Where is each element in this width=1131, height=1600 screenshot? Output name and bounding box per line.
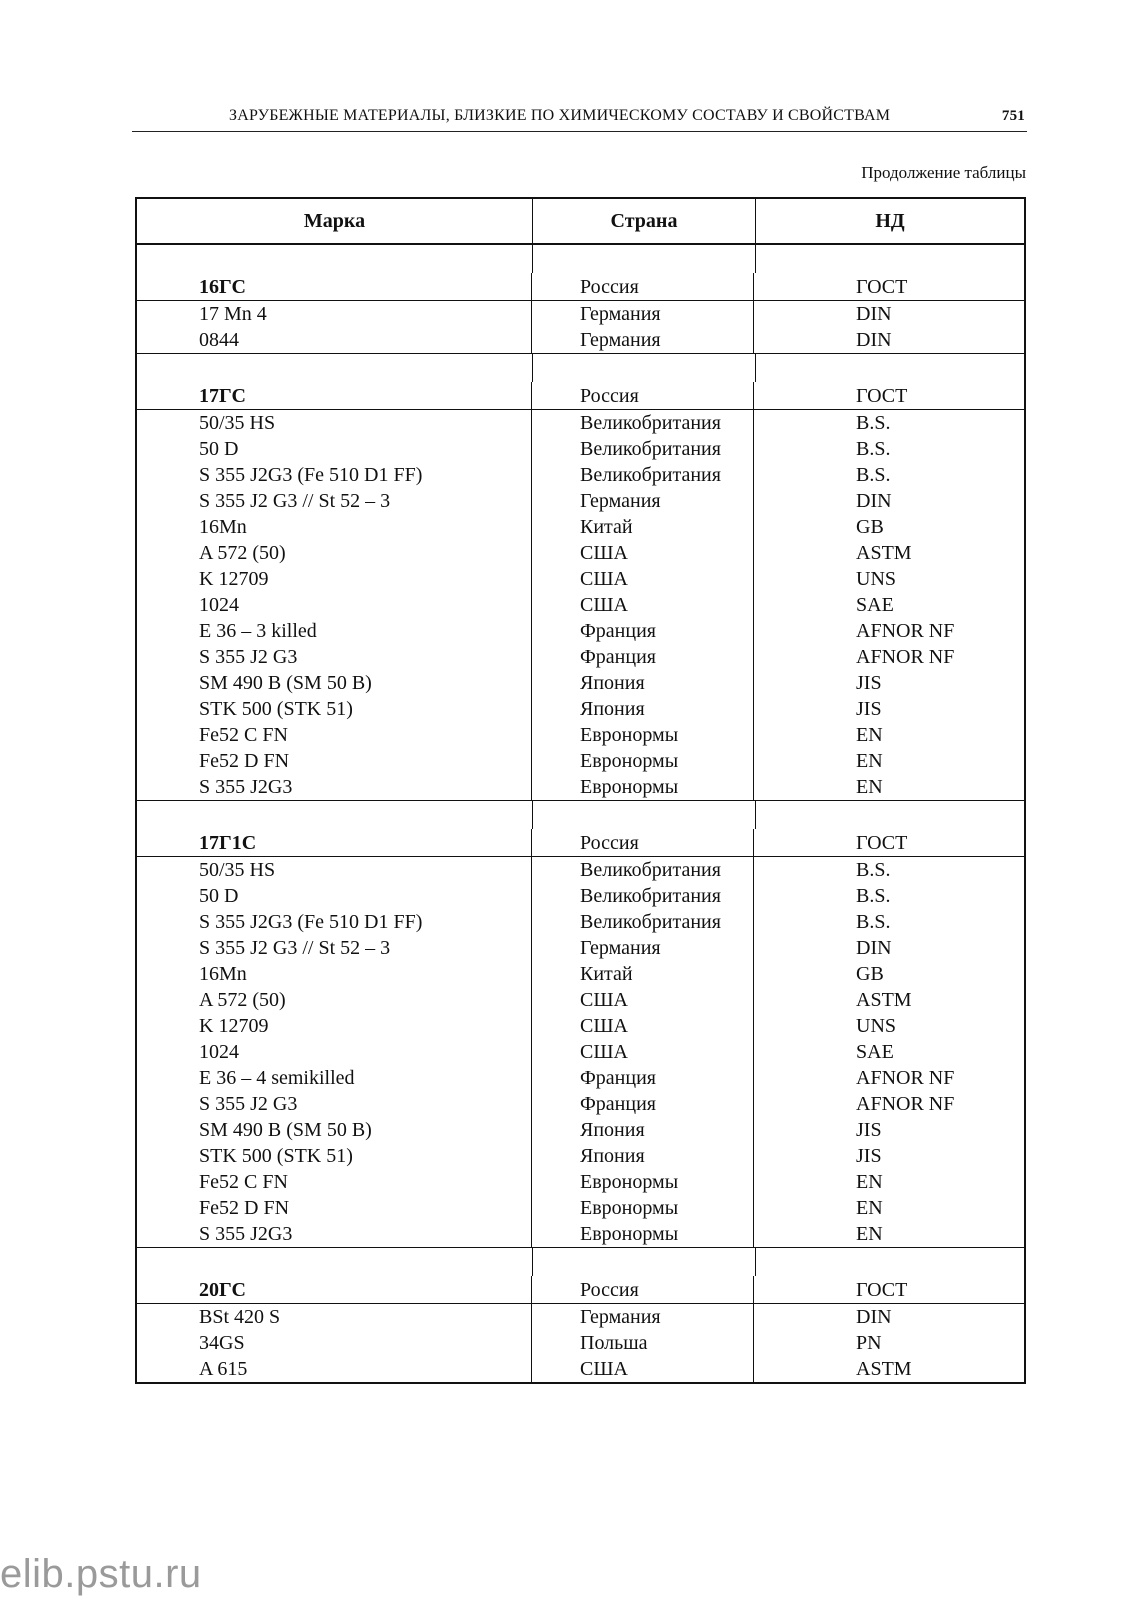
table-row (137, 1221, 1024, 1247)
column-header-standard: НД (875, 209, 905, 232)
cell-grade: A 572 (50) (137, 987, 532, 1013)
cell-standard: GB (856, 516, 884, 538)
cell-country: Евронормы (532, 774, 754, 800)
cell-grade: A 572 (50) (137, 540, 532, 566)
cell-standard: JIS (856, 1119, 882, 1141)
table-row (137, 1195, 1024, 1221)
cell-country: Япония (532, 670, 754, 696)
cell-standard: JIS (856, 672, 882, 694)
table-row (137, 327, 1024, 353)
cell-grade: 17ГС (137, 382, 532, 409)
table-body (137, 245, 1024, 1382)
cell-country: США (532, 566, 754, 592)
table-row (137, 644, 1024, 670)
cell-grade: SM 490 B (SM 50 B) (137, 670, 532, 696)
cell-standard: ГОСТ (856, 1279, 908, 1301)
cell-standard: JIS (856, 698, 882, 720)
table-row (137, 670, 1024, 696)
table-row (137, 774, 1024, 800)
cell-grade: 50 D (137, 883, 532, 909)
cell-standard: AFNOR NF (856, 646, 955, 668)
table-row (137, 961, 1024, 987)
cell-grade: S 355 J2G3 (Fe 510 D1 FF) (137, 909, 532, 935)
cell-grade: 1024 (137, 592, 532, 618)
table-row (137, 696, 1024, 722)
cell-grade: 50 D (137, 436, 532, 462)
cell-standard: ASTM (856, 542, 912, 564)
cell-grade: 16Mn (137, 514, 532, 540)
cell-standard: B.S. (856, 859, 891, 881)
group-rows (137, 1304, 1024, 1382)
cell-country: Великобритания (532, 410, 754, 436)
table-row (137, 883, 1024, 909)
cell-standard: UNS (856, 568, 897, 590)
cell-country: Франция (532, 644, 754, 670)
table-row (137, 748, 1024, 774)
table-row (137, 618, 1024, 644)
table-row (137, 1304, 1024, 1330)
table-row (137, 1356, 1024, 1382)
cell-standard: EN (856, 776, 883, 798)
cell-country: Евронормы (532, 1195, 754, 1221)
group-rows (137, 301, 1024, 354)
table-group (137, 354, 1024, 801)
cell-country: Германия (532, 301, 754, 327)
cell-standard: ГОСТ (856, 385, 908, 407)
table-row (137, 592, 1024, 618)
cell-country: Польша (532, 1330, 754, 1356)
group-spacer (137, 801, 1024, 829)
cell-grade: 17 Mn 4 (137, 301, 532, 327)
cell-grade: S 355 J2 G3 (137, 644, 532, 670)
cell-country: Великобритания (532, 883, 754, 909)
table-row (137, 1013, 1024, 1039)
cell-grade: Fe52 D FN (137, 748, 532, 774)
cell-grade: E 36 – 4 semikilled (137, 1065, 532, 1091)
cell-standard: DIN (856, 937, 892, 959)
table-row (137, 1039, 1024, 1065)
cell-country: Япония (532, 1143, 754, 1169)
cell-country: США (532, 1013, 754, 1039)
cell-country: Россия (532, 1276, 754, 1303)
group-spacer (137, 1248, 1024, 1276)
table-row (137, 410, 1024, 436)
cell-country: Россия (532, 382, 754, 409)
cell-country: Евронормы (532, 722, 754, 748)
column-header-grade: Марка (137, 199, 533, 243)
cell-standard: AFNOR NF (856, 620, 955, 642)
table-row (137, 1117, 1024, 1143)
table-row (137, 566, 1024, 592)
cell-grade: STK 500 (STK 51) (137, 1143, 532, 1169)
cell-grade: E 36 – 3 killed (137, 618, 532, 644)
cell-country: Евронормы (532, 1221, 754, 1247)
cell-country: Япония (532, 696, 754, 722)
cell-country: Великобритания (532, 857, 754, 883)
cell-country: Россия (532, 273, 754, 300)
cell-country: США (532, 540, 754, 566)
group-head-row (137, 1276, 1024, 1304)
cell-standard: DIN (856, 1306, 892, 1328)
cell-standard: PN (856, 1332, 882, 1354)
column-header-country: Страна (533, 199, 756, 243)
cell-country: Франция (532, 1065, 754, 1091)
cell-standard: ASTM (856, 989, 912, 1011)
cell-standard: B.S. (856, 464, 891, 486)
table-row (137, 1065, 1024, 1091)
cell-grade: 34GS (137, 1330, 532, 1356)
table-row (137, 540, 1024, 566)
watermark: elib.pstu.ru (0, 1552, 202, 1596)
cell-country: Китай (532, 961, 754, 987)
cell-country: США (532, 592, 754, 618)
cell-grade: 16Mn (137, 961, 532, 987)
table-row (137, 909, 1024, 935)
table-row (137, 722, 1024, 748)
cell-grade: 16ГС (137, 273, 532, 300)
table-row (137, 462, 1024, 488)
table-row (137, 1169, 1024, 1195)
cell-country: США (532, 1039, 754, 1065)
cell-country: США (532, 987, 754, 1013)
table-row (137, 857, 1024, 883)
table-group (137, 801, 1024, 1248)
cell-grade: S 355 J2G3 (137, 774, 532, 800)
cell-standard: SAE (856, 594, 894, 616)
cell-standard: AFNOR NF (856, 1067, 955, 1089)
cell-grade: 1024 (137, 1039, 532, 1065)
table-row (137, 935, 1024, 961)
table-row (137, 1143, 1024, 1169)
cell-grade: 0844 (137, 327, 532, 353)
cell-country: Франция (532, 618, 754, 644)
cell-country: Великобритания (532, 909, 754, 935)
cell-grade: K 12709 (137, 566, 532, 592)
cell-country: США (532, 1356, 754, 1382)
cell-standard: UNS (856, 1015, 897, 1037)
cell-country: Россия (532, 829, 754, 856)
cell-standard: SAE (856, 1041, 894, 1063)
cell-country: Евронормы (532, 748, 754, 774)
cell-standard: EN (856, 724, 883, 746)
group-rows (137, 410, 1024, 801)
table-row (137, 488, 1024, 514)
page-number: 751 (1001, 108, 1025, 124)
cell-standard: EN (856, 750, 883, 772)
group-spacer (137, 354, 1024, 382)
cell-grade: K 12709 (137, 1013, 532, 1039)
cell-standard: DIN (856, 303, 892, 325)
cell-grade: S 355 J2 G3 (137, 1091, 532, 1117)
cell-grade: Fe52 C FN (137, 1169, 532, 1195)
cell-grade: 20ГС (137, 1276, 532, 1303)
cell-standard: B.S. (856, 412, 891, 434)
cell-standard: B.S. (856, 885, 891, 907)
cell-country: Германия (532, 935, 754, 961)
cell-grade: 50/35 HS (137, 410, 532, 436)
table-row (137, 1330, 1024, 1356)
cell-grade: Fe52 D FN (137, 1195, 532, 1221)
cell-country: Евронормы (532, 1169, 754, 1195)
table-group (137, 1248, 1024, 1382)
table-row (137, 987, 1024, 1013)
cell-standard: ГОСТ (856, 832, 908, 854)
cell-standard: EN (856, 1171, 883, 1193)
cell-grade: STK 500 (STK 51) (137, 696, 532, 722)
cell-standard: EN (856, 1223, 883, 1245)
cell-standard: ГОСТ (856, 276, 908, 298)
running-head-title: ЗАРУБЕЖНЫЕ МАТЕРИАЛЫ, БЛИЗКИЕ ПО ХИМИЧЕСКОМУ СОСТАВУ И СВОЙСТВАМ (229, 107, 891, 124)
group-spacer (137, 245, 1024, 273)
cell-grade: 17Г1С (137, 829, 532, 856)
cell-grade: S 355 J2 G3 // St 52 – 3 (137, 488, 532, 514)
cell-grade: S 355 J2G3 (Fe 510 D1 FF) (137, 462, 532, 488)
cell-country: Германия (532, 488, 754, 514)
group-head-row (137, 382, 1024, 410)
table-header-row (137, 199, 1024, 245)
cell-country: Великобритания (532, 462, 754, 488)
cell-standard: B.S. (856, 438, 891, 460)
cell-standard: GB (856, 963, 884, 985)
table-row (137, 301, 1024, 327)
group-rows (137, 857, 1024, 1248)
cell-grade: S 355 J2G3 (137, 1221, 532, 1247)
table-caption: Продолжение таблицы (861, 163, 1026, 182)
group-head-row (137, 829, 1024, 857)
cell-grade: A 615 (137, 1356, 532, 1382)
cell-country: Китай (532, 514, 754, 540)
table-row (137, 436, 1024, 462)
group-head-row (137, 273, 1024, 301)
table-row (137, 514, 1024, 540)
table-row (137, 1091, 1024, 1117)
cell-country: Германия (532, 327, 754, 353)
cell-country: Великобритания (532, 436, 754, 462)
cell-grade: BSt 420 S (137, 1304, 532, 1330)
cell-standard: DIN (856, 490, 892, 512)
cell-standard: B.S. (856, 911, 891, 933)
cell-standard: AFNOR NF (856, 1093, 955, 1115)
materials-table (135, 197, 1026, 1384)
cell-country: Франция (532, 1091, 754, 1117)
running-head (132, 105, 1027, 132)
cell-grade: S 355 J2 G3 // St 52 – 3 (137, 935, 532, 961)
cell-standard: ASTM (856, 1358, 912, 1380)
cell-standard: JIS (856, 1145, 882, 1167)
cell-country: Германия (532, 1304, 754, 1330)
cell-standard: EN (856, 1197, 883, 1219)
table-group (137, 245, 1024, 354)
cell-grade: SM 490 B (SM 50 B) (137, 1117, 532, 1143)
cell-grade: Fe52 C FN (137, 722, 532, 748)
cell-standard: DIN (856, 329, 892, 351)
cell-grade: 50/35 HS (137, 857, 532, 883)
cell-country: Япония (532, 1117, 754, 1143)
